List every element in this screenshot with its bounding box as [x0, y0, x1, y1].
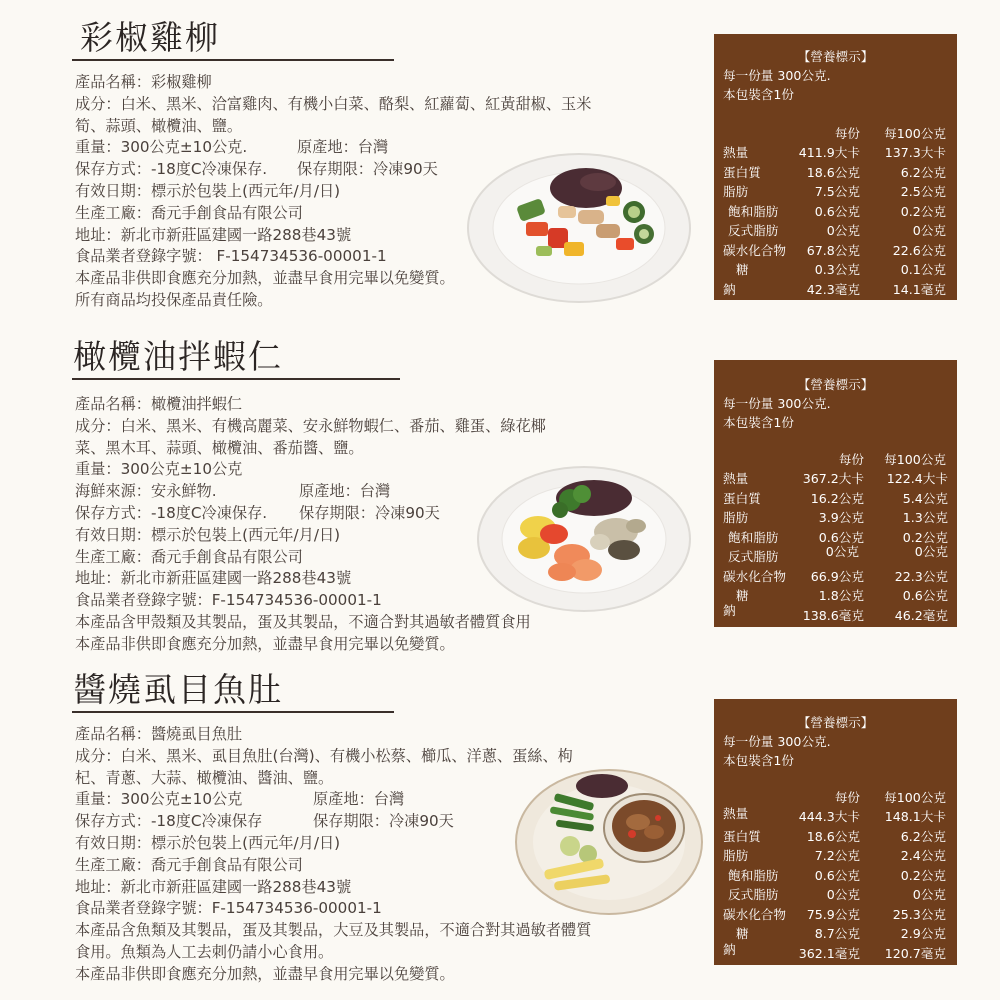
per-100g-value: 2.5公克 [900, 184, 946, 199]
per-100g-value: 0.2公克 [900, 203, 946, 219]
per-serving-value: 444.3大卡 [798, 809, 860, 824]
weight-text: 重量：300公克±10公克. [75, 138, 248, 157]
per-serving-value: 0公克 [825, 544, 859, 559]
nutrition-row [714, 181, 957, 201]
info-line: 食品業者登錄字號：F-154734536-00001-1 [75, 591, 382, 610]
nutrition-row [714, 541, 957, 564]
per-serving-value: 411.9大卡 [798, 145, 860, 160]
info-line: 本產品含魚類及其製品，蛋及其製品，大豆及其製品，不適合對其過敏者體質 [75, 921, 592, 940]
per-serving-value: 362.1毫克 [798, 945, 860, 961]
per-serving-value: 67.8公克 [806, 242, 860, 258]
origin-text: 原產地：台灣 [299, 482, 391, 501]
nutrient-label: 脂肪 [723, 848, 749, 863]
title-underline [72, 378, 400, 380]
nutrition-row [714, 904, 957, 924]
per-100g-value: 0.2公克 [902, 529, 948, 545]
shelf-life-text: 保存期限：冷凍90天 [299, 503, 440, 522]
info-line: 食品業者登錄字號： F-154734536-00001-1 [75, 247, 387, 266]
info-line: 本產品非供即食應充分加熱，並盡早食用完畢以免變質。 [75, 634, 455, 653]
per-100g-value: 0.2公克 [900, 867, 946, 883]
nutrient-label: 飽和脂肪 [728, 529, 779, 545]
per-100g-value: 0公克 [914, 544, 948, 559]
per-100g-value: 6.2公克 [900, 828, 946, 844]
per-100g-value: 2.4公克 [900, 848, 946, 863]
col-header-per-100g: 每100公克 [884, 126, 946, 141]
nutrient-label: 碳水化合物 [723, 568, 786, 584]
nutrient-label: 反式脂肪 [728, 887, 779, 902]
nutrition-row [714, 845, 957, 865]
info-line: 杞、青蔥、大蒜、橄欖油、醬油、鹽。 [75, 768, 334, 787]
nutrition-row [714, 507, 957, 527]
nutrition-row [714, 142, 957, 162]
per-serving-value: 66.9公克 [810, 568, 864, 584]
nutrient-label: 熱量 [723, 145, 749, 160]
info-line: 生產工廠：喬元手創食品有限公司 [75, 547, 303, 566]
col-header-per-serving: 每份 [834, 126, 860, 141]
nutrient-label: 反式脂肪 [728, 223, 779, 238]
info-line: 產品名稱：橄欖油拌蝦仁 [75, 395, 243, 413]
per-100g-value: 46.2毫克 [894, 607, 948, 623]
info-line: 地址：新北市新莊區建國一路288巷43號 [75, 877, 352, 896]
per-100g-value: 0.1公克 [900, 262, 946, 277]
per-serving-value: 0.6公克 [814, 867, 860, 883]
nutrient-label: 脂肪 [723, 510, 749, 525]
col-header-per-100g: 每100公克 [884, 452, 946, 467]
per-serving-value: 0.3公克 [814, 262, 860, 277]
per-serving-value: 0公克 [826, 223, 860, 238]
nutrient-label: 飽和脂肪 [728, 867, 779, 883]
nutrient-label: 糖 [736, 926, 749, 941]
info-line: 產品名稱：彩椒雞柳 [75, 73, 212, 91]
info-line: 本產品含甲殼類及其製品，蛋及其製品，不適合對其過敏者體質食用 [75, 612, 531, 631]
nutrition-panel [714, 699, 957, 965]
nutrient-label: 反式脂肪 [728, 549, 779, 564]
nutrient-label: 鈉 [723, 602, 736, 618]
info-line: 有效日期：標示於包裝上(西元年/月/日) [75, 181, 341, 200]
per-serving-value: 0公克 [826, 887, 860, 902]
per-serving-value: 3.9公克 [818, 510, 864, 525]
col-header-per-serving: 每份 [838, 452, 864, 467]
serving-size: 每一份量 300公克. [723, 734, 831, 749]
nutrition-row [714, 566, 957, 586]
nutrition-header: 【營養標示】 [797, 49, 874, 64]
nutrient-label: 碳水化合物 [723, 906, 786, 922]
nutrition-row [714, 602, 957, 625]
nutrition-row [714, 201, 957, 221]
shelf-life-text: 保存期限：冷凍90天 [313, 812, 454, 831]
per-serving-value: 0.6公克 [814, 203, 860, 219]
col-header-per-serving: 每份 [834, 790, 860, 805]
storage-text: 保存方式：-18度C冷凍保存. [75, 160, 268, 179]
nutrition-row [714, 806, 957, 826]
seafood-source-text: 海鮮來源：安永鮮物. [75, 482, 217, 501]
servings-per-pack: 本包裝含1份 [723, 415, 794, 430]
per-100g-value: 0公克 [912, 887, 946, 902]
per-100g-value: 6.2公克 [900, 164, 946, 180]
nutrition-row [714, 826, 957, 846]
per-100g-value: 120.7毫克 [884, 945, 946, 961]
weight-text: 重量：300公克±10公克 [75, 790, 243, 809]
nutrient-label: 飽和脂肪 [728, 203, 779, 219]
per-serving-value: 16.2公克 [810, 490, 864, 506]
info-line: 地址：新北市新莊區建國一路288巷43號 [75, 569, 352, 588]
per-serving-value: 138.6毫克 [802, 607, 864, 623]
nutrient-label: 熱量 [723, 806, 749, 821]
nutrition-row [714, 884, 957, 904]
per-serving-value: 42.3毫克 [806, 281, 860, 297]
info-line: 重量：300公克±10公克 [75, 460, 243, 479]
title-underline [72, 59, 394, 61]
nutrient-label: 糖 [736, 262, 749, 277]
info-line: 有效日期：標示於包裝上(西元年/月/日) [75, 833, 341, 852]
info-line: 生產工廠：喬元手創食品有限公司 [75, 203, 303, 222]
per-100g-value: 148.1大卡 [884, 809, 946, 824]
per-serving-value: 7.5公克 [814, 184, 860, 199]
info-line: 成分：白米、黑米、虱目魚肚(台灣)、有機小松蔡、櫛瓜、洋蔥、蛋絲、枸 [75, 746, 573, 765]
per-100g-value: 5.4公克 [902, 490, 948, 506]
origin-text: 原產地：台灣 [297, 138, 389, 157]
dish-photo-milkfish [514, 768, 704, 916]
per-100g-value: 1.3公克 [902, 510, 948, 525]
per-100g-value: 25.3公克 [892, 906, 946, 922]
nutrient-label: 蛋白質 [723, 164, 761, 180]
nutrition-header: 【營養標示】 [797, 715, 874, 730]
nutrient-label: 蛋白質 [723, 490, 761, 506]
per-serving-value: 367.2大卡 [802, 471, 864, 486]
dish-photo-chicken [466, 150, 692, 305]
product-section-2 [0, 330, 1000, 660]
nutrient-label: 脂肪 [723, 184, 749, 199]
storage-text: 保存方式：-18度C冷凍保存. [75, 503, 268, 522]
per-100g-value: 2.9公克 [900, 926, 946, 941]
per-100g-value: 0.6公克 [902, 588, 948, 603]
info-line: 成分：白米、黑米、有機高麗菜、安永鮮物蝦仁、番茄、雞蛋、綠花椰 [75, 416, 546, 435]
nutrition-row [714, 943, 957, 963]
nutrition-row [714, 279, 957, 299]
nutrition-row [714, 220, 957, 240]
nutrition-header: 【營養標示】 [797, 377, 874, 392]
info-line: 菜、黑木耳、蒜頭、橄欖油、番茄醬、鹽。 [75, 438, 364, 457]
nutrition-row [714, 923, 957, 943]
per-100g-value: 137.3大卡 [884, 145, 946, 160]
per-serving-value: 18.6公克 [806, 164, 860, 180]
product-title: 醬燒虱目魚肚 [73, 670, 283, 709]
nutrition-row [714, 468, 957, 488]
nutrition-row [714, 240, 957, 260]
nutrition-row [714, 585, 957, 605]
nutrition-row [714, 162, 957, 182]
per-serving-value: 0.6公克 [818, 529, 864, 545]
info-line: 有效日期：標示於包裝上(西元年/月/日) [75, 525, 341, 544]
servings-per-pack: 本包裝含1份 [723, 87, 794, 102]
serving-size: 每一份量 300公克. [723, 396, 831, 411]
nutrient-label: 鈉 [723, 941, 736, 957]
nutrition-panel [714, 34, 957, 300]
serving-size: 每一份量 300公克. [723, 68, 831, 83]
per-100g-value: 0公克 [912, 223, 946, 238]
product-section-1 [0, 0, 1000, 330]
product-title: 彩椒雞柳 [80, 18, 220, 57]
per-100g-value: 22.3公克 [894, 568, 948, 584]
info-line: 所有商品均投保產品責任險。 [75, 290, 273, 309]
per-serving-value: 1.8公克 [818, 588, 864, 603]
info-line: 食用。魚類為人工去刺仍請小心食用。 [75, 942, 334, 961]
per-serving-value: 75.9公克 [806, 906, 860, 922]
nutrient-label: 鈉 [723, 281, 736, 297]
dish-photo-shrimp [476, 464, 692, 614]
per-100g-value: 122.4大卡 [886, 471, 948, 486]
title-underline [72, 711, 394, 713]
product-title: 橄欖油拌蝦仁 [73, 337, 283, 376]
per-serving-value: 7.2公克 [814, 848, 860, 863]
col-header-per-100g: 每100公克 [884, 790, 946, 805]
nutrient-label: 蛋白質 [723, 828, 761, 844]
info-line: 本產品非供即食應充分加熱，並盡早食用完畢以免變質。 [75, 964, 455, 983]
info-line: 產品名稱：醬燒虱目魚肚 [75, 725, 243, 743]
per-100g-value: 14.1毫克 [892, 281, 946, 297]
info-line: 食品業者登錄字號：F-154734536-00001-1 [75, 899, 382, 918]
per-100g-value: 22.6公克 [892, 242, 946, 258]
product-section-3 [0, 660, 1000, 1000]
storage-text: 保存方式：-18度C冷凍保存 [75, 812, 263, 831]
info-line: 地址：新北市新莊區建國一路288巷43號 [75, 225, 352, 244]
nutrient-label: 熱量 [723, 471, 749, 486]
info-line: 成分：白米、黑米、洽富雞肉、有機小白菜、酪梨、紅蘿蔔、紅黃甜椒、玉米 [75, 94, 592, 113]
shelf-life-text: 保存期限：冷凍90天 [297, 160, 438, 179]
origin-text: 原產地：台灣 [313, 790, 405, 809]
nutrient-label: 碳水化合物 [723, 242, 786, 258]
nutrition-panel [714, 360, 957, 627]
per-serving-value: 8.7公克 [814, 926, 860, 941]
nutrition-row [714, 488, 957, 508]
per-serving-value: 18.6公克 [806, 828, 860, 844]
servings-per-pack: 本包裝含1份 [723, 753, 794, 768]
nutrition-row [714, 259, 957, 279]
nutrient-label: 糖 [736, 588, 749, 603]
info-line: 筍、蒜頭、橄欖油、鹽。 [75, 116, 243, 135]
info-line: 本產品非供即食應充分加熱，並盡早食用完畢以免變質。 [75, 269, 455, 288]
info-line: 生產工廠：喬元手創食品有限公司 [75, 855, 303, 874]
nutrition-row [714, 865, 957, 885]
